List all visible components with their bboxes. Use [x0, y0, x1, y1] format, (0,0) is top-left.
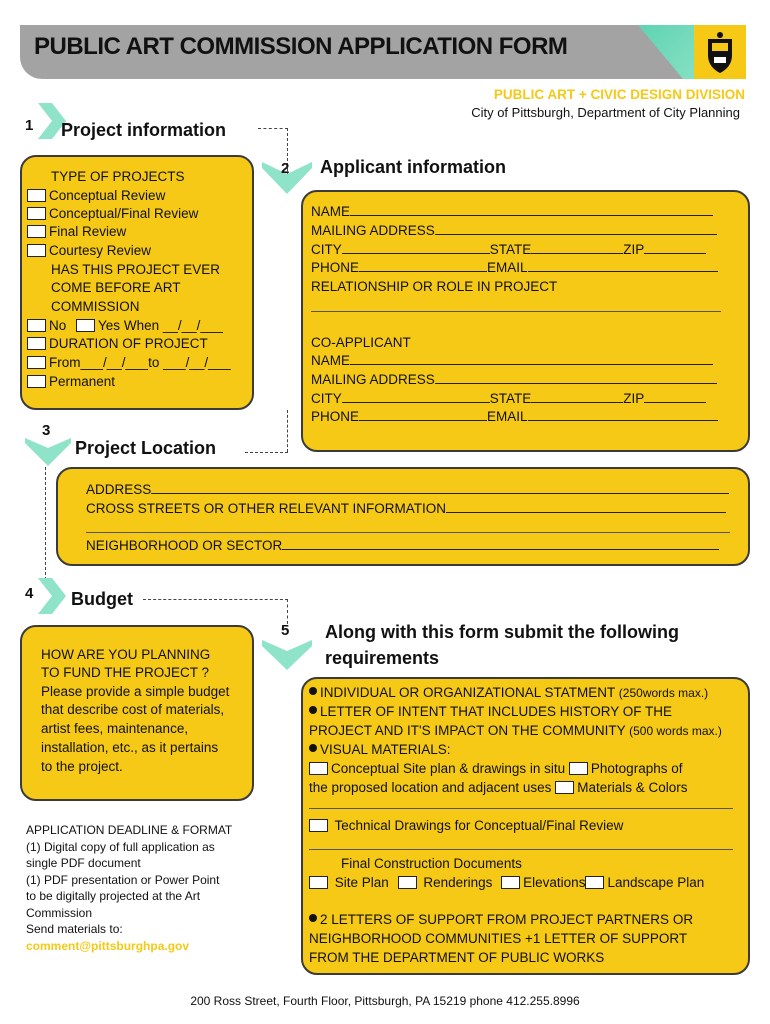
requirement-visual-materials: VISUAL MATERIALS:	[309, 741, 451, 760]
section-2-number: 2	[281, 160, 290, 177]
deadline-line: Commission	[26, 905, 93, 920]
budget-text-line: HOW ARE YOU PLANNING	[41, 647, 211, 662]
question-line: COMMISSION	[51, 299, 140, 314]
bullet-icon	[309, 706, 317, 714]
checkbox[interactable]	[555, 781, 574, 794]
section-5-number: 5	[281, 622, 290, 639]
connector-line	[258, 128, 288, 129]
final-documents-row: Site Plan Renderings Elevations Landscape Plan	[309, 874, 704, 893]
section-4-number: 4	[25, 585, 34, 602]
deadline-line: (1) PDF presentation or Power Point	[26, 872, 220, 887]
connector-line	[287, 410, 288, 452]
section-1-number: 1	[25, 117, 34, 134]
to-date-field[interactable]: ___/__/___	[163, 355, 231, 370]
co-applicant-phone-row[interactable]: PHONE EMAIL	[311, 408, 718, 427]
deadline-line: Send materials to:	[26, 922, 123, 936]
checkbox[interactable]	[309, 819, 328, 832]
section-4-chevron-icon	[38, 578, 68, 619]
project-location-panel	[56, 467, 750, 566]
type-option-courtesy[interactable]: Courtesy Review	[27, 242, 151, 261]
checkbox[interactable]	[569, 762, 588, 775]
requirement-letters-of-support-cont: FROM THE DEPARTMENT OF PUBLIC WORKS	[309, 950, 605, 965]
checkbox[interactable]	[27, 337, 46, 350]
section-5-title-line-2: requirements	[325, 648, 440, 668]
checkbox[interactable]	[27, 207, 46, 220]
cross-streets-field[interactable]: CROSS STREETS OR OTHER RELEVANT INFORMATION	[86, 500, 726, 519]
co-applicant-label: CO-APPLICANT	[311, 335, 411, 350]
requirement-letter-of-intent-cont: PROJECT AND IT'S IMPACT ON THE COMMUNITY (500 words max.)	[309, 723, 722, 738]
when-date-field[interactable]: __/__/___	[162, 318, 223, 333]
yes-checkbox[interactable]	[76, 319, 95, 332]
section-5-title-line-1: Along with this form submit the following	[325, 622, 679, 642]
applicant-relationship-label: RELATIONSHIP OR ROLE IN PROJECT	[311, 279, 558, 294]
applicant-info-panel	[301, 190, 750, 452]
requirement-letters-of-support-cont: NEIGHBORHOOD COMMUNITIES +1 LETTER OF SUPPORT	[309, 931, 688, 946]
budget-text-line: installation, etc., as it pertains	[41, 740, 219, 755]
from-to-row: From___/__/___to ___/__/___	[27, 354, 231, 373]
relationship-field[interactable]	[311, 311, 721, 312]
deadline-line: (1) Digital copy of full application as	[26, 839, 215, 854]
department-name: City of Pittsburgh, Department of City Planning	[471, 105, 740, 120]
bullet-icon	[309, 744, 317, 752]
permanent-row[interactable]: Permanent	[27, 373, 115, 392]
budget-text-line: artist fees, maintenance,	[41, 721, 189, 736]
budget-text-line: that describe cost of materials,	[41, 702, 225, 717]
co-applicant-city-row[interactable]: CITY STATE ZIP	[311, 390, 706, 409]
checkbox[interactable]	[27, 356, 46, 369]
divider	[309, 808, 733, 809]
applicant-phone-row[interactable]: PHONE EMAIL	[311, 259, 718, 278]
checkbox[interactable]	[585, 876, 604, 889]
section-3-number: 3	[42, 422, 51, 439]
visual-materials-row-2: the proposed location and adjacent uses Materials & Colors	[309, 780, 688, 795]
checkbox[interactable]	[501, 876, 520, 889]
city-seal-icon	[694, 25, 746, 79]
question-line: COME BEFORE ART	[51, 280, 181, 295]
connector-line	[287, 599, 288, 624]
deadline-line: single PDF document	[26, 856, 141, 870]
deadline-line: APPLICATION DEADLINE & FORMAT	[26, 823, 233, 837]
visual-materials-row-1: Conceptual Site plan & drawings in situ Photographs of	[309, 760, 682, 779]
co-applicant-mailing-field[interactable]: MAILING ADDRESS	[311, 371, 717, 390]
section-3-chevron-icon	[25, 438, 71, 471]
technical-drawings-row: Technical Drawings for Conceptual/Final Review	[309, 817, 623, 836]
section-2-title: Applicant information	[320, 157, 506, 177]
applicant-mailing-field[interactable]: MAILING ADDRESS	[311, 222, 717, 241]
footer-address: 200 Ross Street, Fourth Floor, Pittsburgh, PA 15219 phone 412.255.8996	[190, 994, 580, 1008]
duration-row: DURATION OF PROJECT	[27, 335, 208, 354]
deadline-line: to be digitally projected at the Art	[26, 889, 201, 903]
section-4-title: Budget	[71, 589, 133, 609]
section-5-chevron-icon	[262, 640, 312, 675]
connector-line	[245, 452, 288, 453]
budget-text-line: to the project.	[41, 759, 123, 774]
previous-review-row: No Yes When __/__/___	[27, 317, 223, 336]
deadline-block	[26, 822, 266, 954]
checkbox[interactable]	[27, 375, 46, 388]
type-of-projects-label: TYPE OF PROJECTS	[51, 169, 185, 184]
section-3-title: Project Location	[75, 438, 217, 458]
requirement-letter-of-intent: LETTER OF INTENT THAT INCLUDES HISTORY OF THE	[309, 703, 672, 722]
requirement-letters-of-support: 2 LETTERS OF SUPPORT FROM PROJECT PARTNERS OR	[309, 911, 693, 930]
budget-text-line: Please provide a simple budget	[41, 684, 230, 699]
no-checkbox[interactable]	[27, 319, 46, 332]
neighborhood-field[interactable]: NEIGHBORHOOD OR SECTOR	[86, 537, 719, 556]
division-name: PUBLIC ART + CIVIC DESIGN DIVISION	[493, 87, 745, 102]
type-option-conceptual-final[interactable]: Conceptual/Final Review	[27, 205, 198, 224]
co-applicant-name-field[interactable]: NAME	[311, 352, 713, 371]
checkbox[interactable]	[309, 876, 328, 889]
requirements-panel	[301, 677, 750, 975]
section-1-title: Project information	[61, 120, 227, 140]
checkbox[interactable]	[27, 225, 46, 238]
budget-text-line: TO FUND THE PROJECT ?	[41, 665, 210, 680]
question-line: HAS THIS PROJECT EVER	[51, 262, 221, 277]
checkbox[interactable]	[27, 189, 46, 202]
form-title: PUBLIC ART COMMISSION APPLICATION FORM	[34, 33, 568, 60]
connector-line	[143, 599, 288, 600]
submission-email-link[interactable]: comment@pittsburghpa.gov	[26, 938, 190, 953]
checkbox[interactable]	[27, 244, 46, 257]
connector-line	[45, 467, 46, 585]
applicant-city-row[interactable]: CITY STATE ZIP	[311, 241, 706, 260]
address-field[interactable]: ADDRESS	[86, 481, 729, 500]
final-documents-label: Final Construction Documents	[341, 856, 522, 871]
checkbox[interactable]	[398, 876, 417, 889]
from-date-field[interactable]: ___/__/___	[80, 355, 149, 370]
bullet-icon	[309, 687, 317, 695]
budget-panel	[20, 625, 254, 801]
type-option-final[interactable]: Final Review	[27, 223, 126, 242]
checkbox[interactable]	[309, 762, 328, 775]
divider	[309, 849, 733, 850]
project-info-panel	[20, 155, 254, 410]
applicant-name-field[interactable]: NAME	[311, 203, 713, 222]
cross-streets-continuation[interactable]	[86, 532, 730, 533]
bullet-icon	[309, 914, 317, 922]
type-option-conceptual[interactable]: Conceptual Review	[27, 187, 165, 206]
requirement-statement: INDIVIDUAL OR ORGANIZATIONAL STATMENT (250words max.)	[309, 684, 708, 703]
